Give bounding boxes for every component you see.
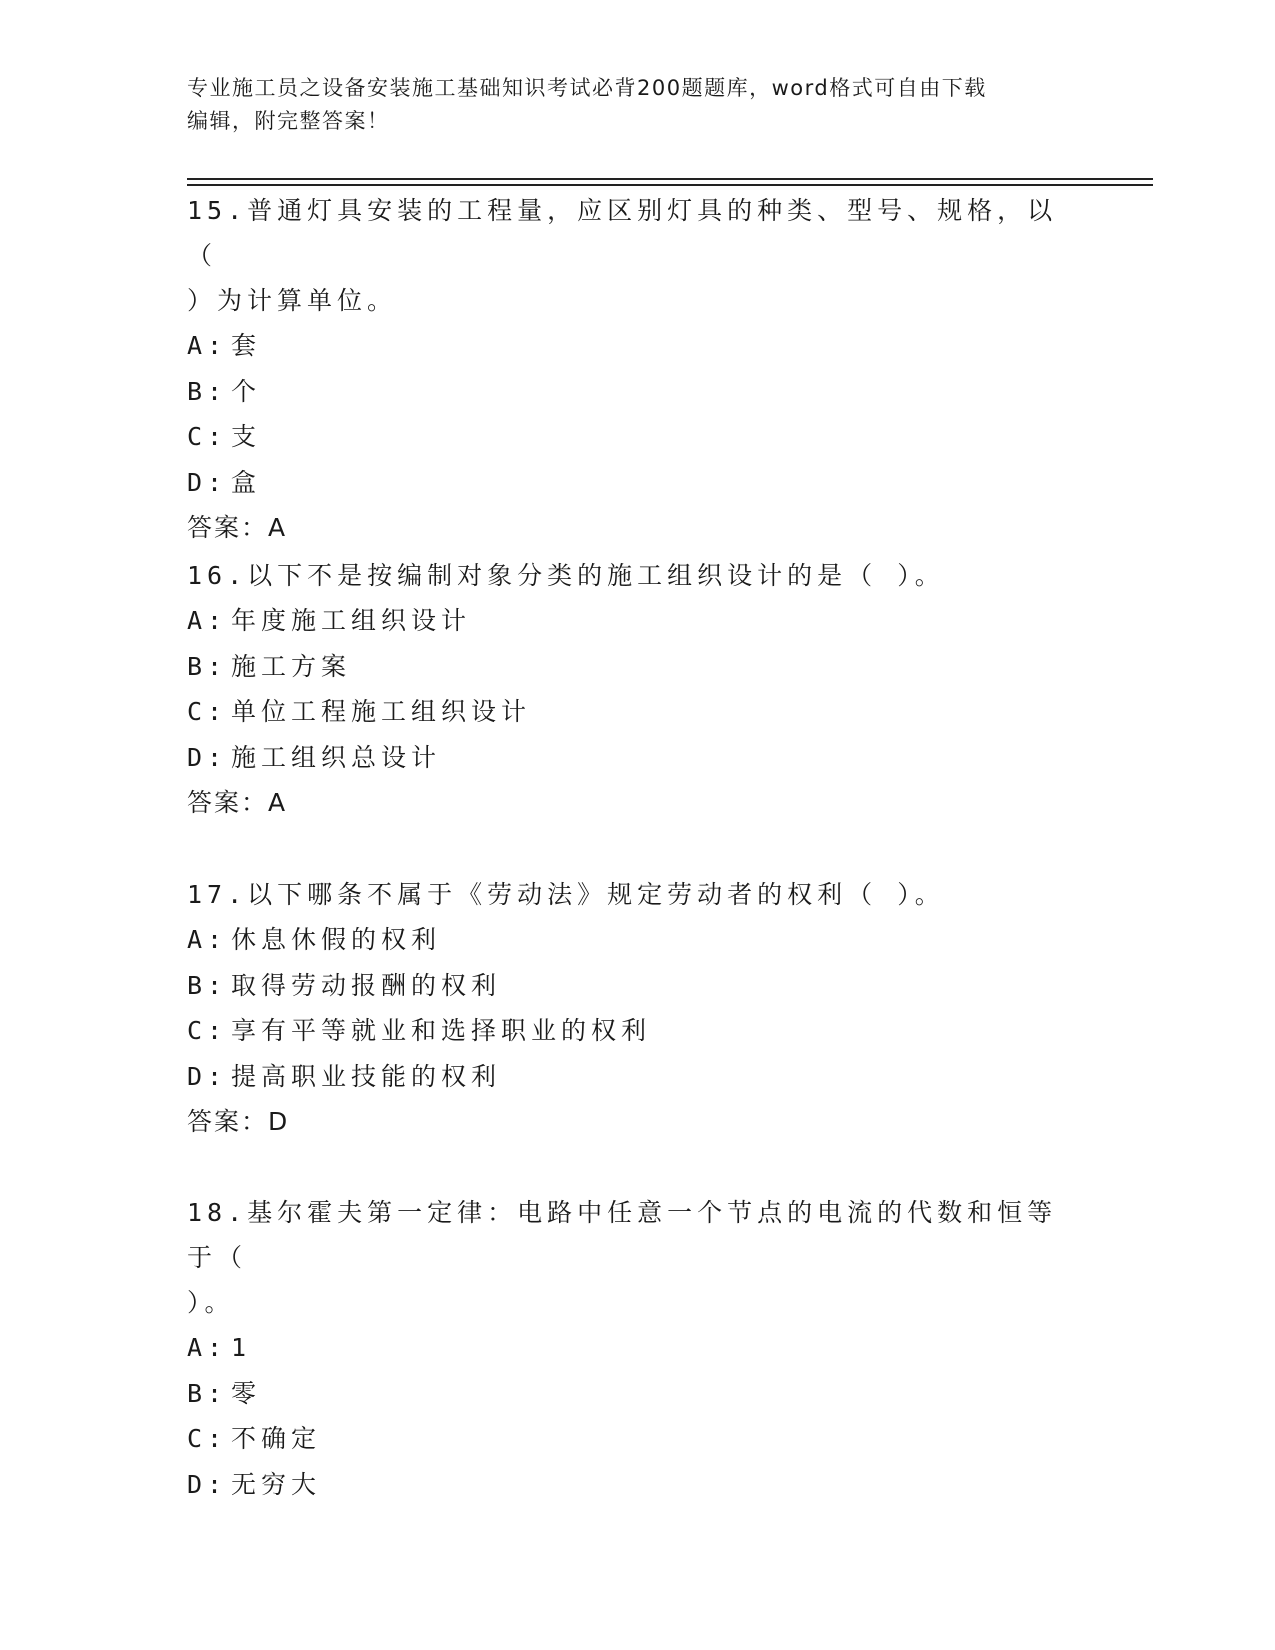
header-divider-bottom <box>187 184 1153 186</box>
option-text: 盒 <box>231 467 262 497</box>
option-d <box>187 1054 1087 1100</box>
option-key: B: <box>187 1378 228 1408</box>
question-stem-line-1: 16.以下不是按编制对象分类的施工组织设计的是（ ）。 <box>187 561 945 590</box>
option-a <box>187 598 1087 644</box>
question-16 <box>187 553 1087 825</box>
option-text: 零 <box>231 1378 262 1408</box>
question-stem-line-1: 18.基尔霍夫第一定律：电路中任意一个节点的电流的代数和恒等于（ <box>187 1198 1058 1272</box>
option-text: 支 <box>231 422 262 451</box>
option-a <box>187 323 1087 369</box>
option-c <box>187 1008 1087 1054</box>
option-key: C: <box>187 1016 228 1045</box>
option-text: 不确定 <box>231 1424 322 1453</box>
option-text: 年度施工组织设计 <box>231 606 472 635</box>
question-15 <box>187 188 1087 550</box>
option-b <box>187 644 1087 690</box>
option-text: 提高职业技能的权利 <box>231 1061 502 1091</box>
answer-line: 答案：A <box>187 513 288 542</box>
answer-line: 答案：A <box>187 788 288 817</box>
option-text: 施工组织总设计 <box>231 742 442 772</box>
option-text: 套 <box>231 331 262 360</box>
option-d <box>187 460 1087 506</box>
option-key: D: <box>187 1469 228 1499</box>
option-c <box>187 689 1087 735</box>
option-text: 单位工程施工组织设计 <box>231 697 532 726</box>
header-line-1: 专业施工员之设备安装施工基础知识考试必背200题题库，word格式可自由下载 <box>187 76 987 100</box>
option-key: C: <box>187 422 228 451</box>
option-text: 个 <box>231 376 262 406</box>
option-text: 取得劳动报酬的权利 <box>231 970 502 1000</box>
option-key: C: <box>187 1424 228 1453</box>
header-divider-top <box>187 178 1153 180</box>
question-stem-line-2: ）为计算单位。 <box>187 286 398 315</box>
option-text: 无穷大 <box>231 1469 322 1499</box>
option-key: A: <box>187 925 228 954</box>
option-key: C: <box>187 697 228 726</box>
question-stem-line-1: 15.普通灯具安装的工程量，应区别灯具的种类、型号、规格，以（ <box>187 196 1058 270</box>
question-stem-line-1: 17.以下哪条不属于《劳动法》规定劳动者的权利（ ）。 <box>187 880 945 909</box>
question-18 <box>187 1190 1087 1507</box>
option-key: D: <box>187 742 228 772</box>
option-key: D: <box>187 467 228 497</box>
option-key: A: <box>187 1333 228 1362</box>
option-key: A: <box>187 331 228 360</box>
option-b <box>187 1371 1087 1417</box>
option-c <box>187 1416 1087 1462</box>
document-header <box>187 72 1087 138</box>
option-text: 休息休假的权利 <box>231 925 442 954</box>
option-d <box>187 735 1087 781</box>
option-a <box>187 917 1087 963</box>
option-b <box>187 963 1087 1009</box>
header-line-2: 编辑，附完整答案！ <box>187 109 390 133</box>
option-text: 施工方案 <box>231 651 352 681</box>
option-b <box>187 369 1087 415</box>
answer-line: 答案：D <box>187 1107 290 1136</box>
option-key: B: <box>187 376 228 406</box>
option-key: D: <box>187 1061 228 1091</box>
option-key: B: <box>187 651 228 681</box>
option-a <box>187 1325 1087 1371</box>
option-text: 享有平等就业和选择职业的权利 <box>231 1016 652 1045</box>
option-text: 1 <box>231 1333 252 1362</box>
option-key: B: <box>187 970 228 1000</box>
option-d <box>187 1462 1087 1508</box>
question-stem-line-2: ）。 <box>187 1288 235 1317</box>
option-key: A: <box>187 606 228 635</box>
question-17 <box>187 872 1087 1144</box>
option-c <box>187 414 1087 460</box>
